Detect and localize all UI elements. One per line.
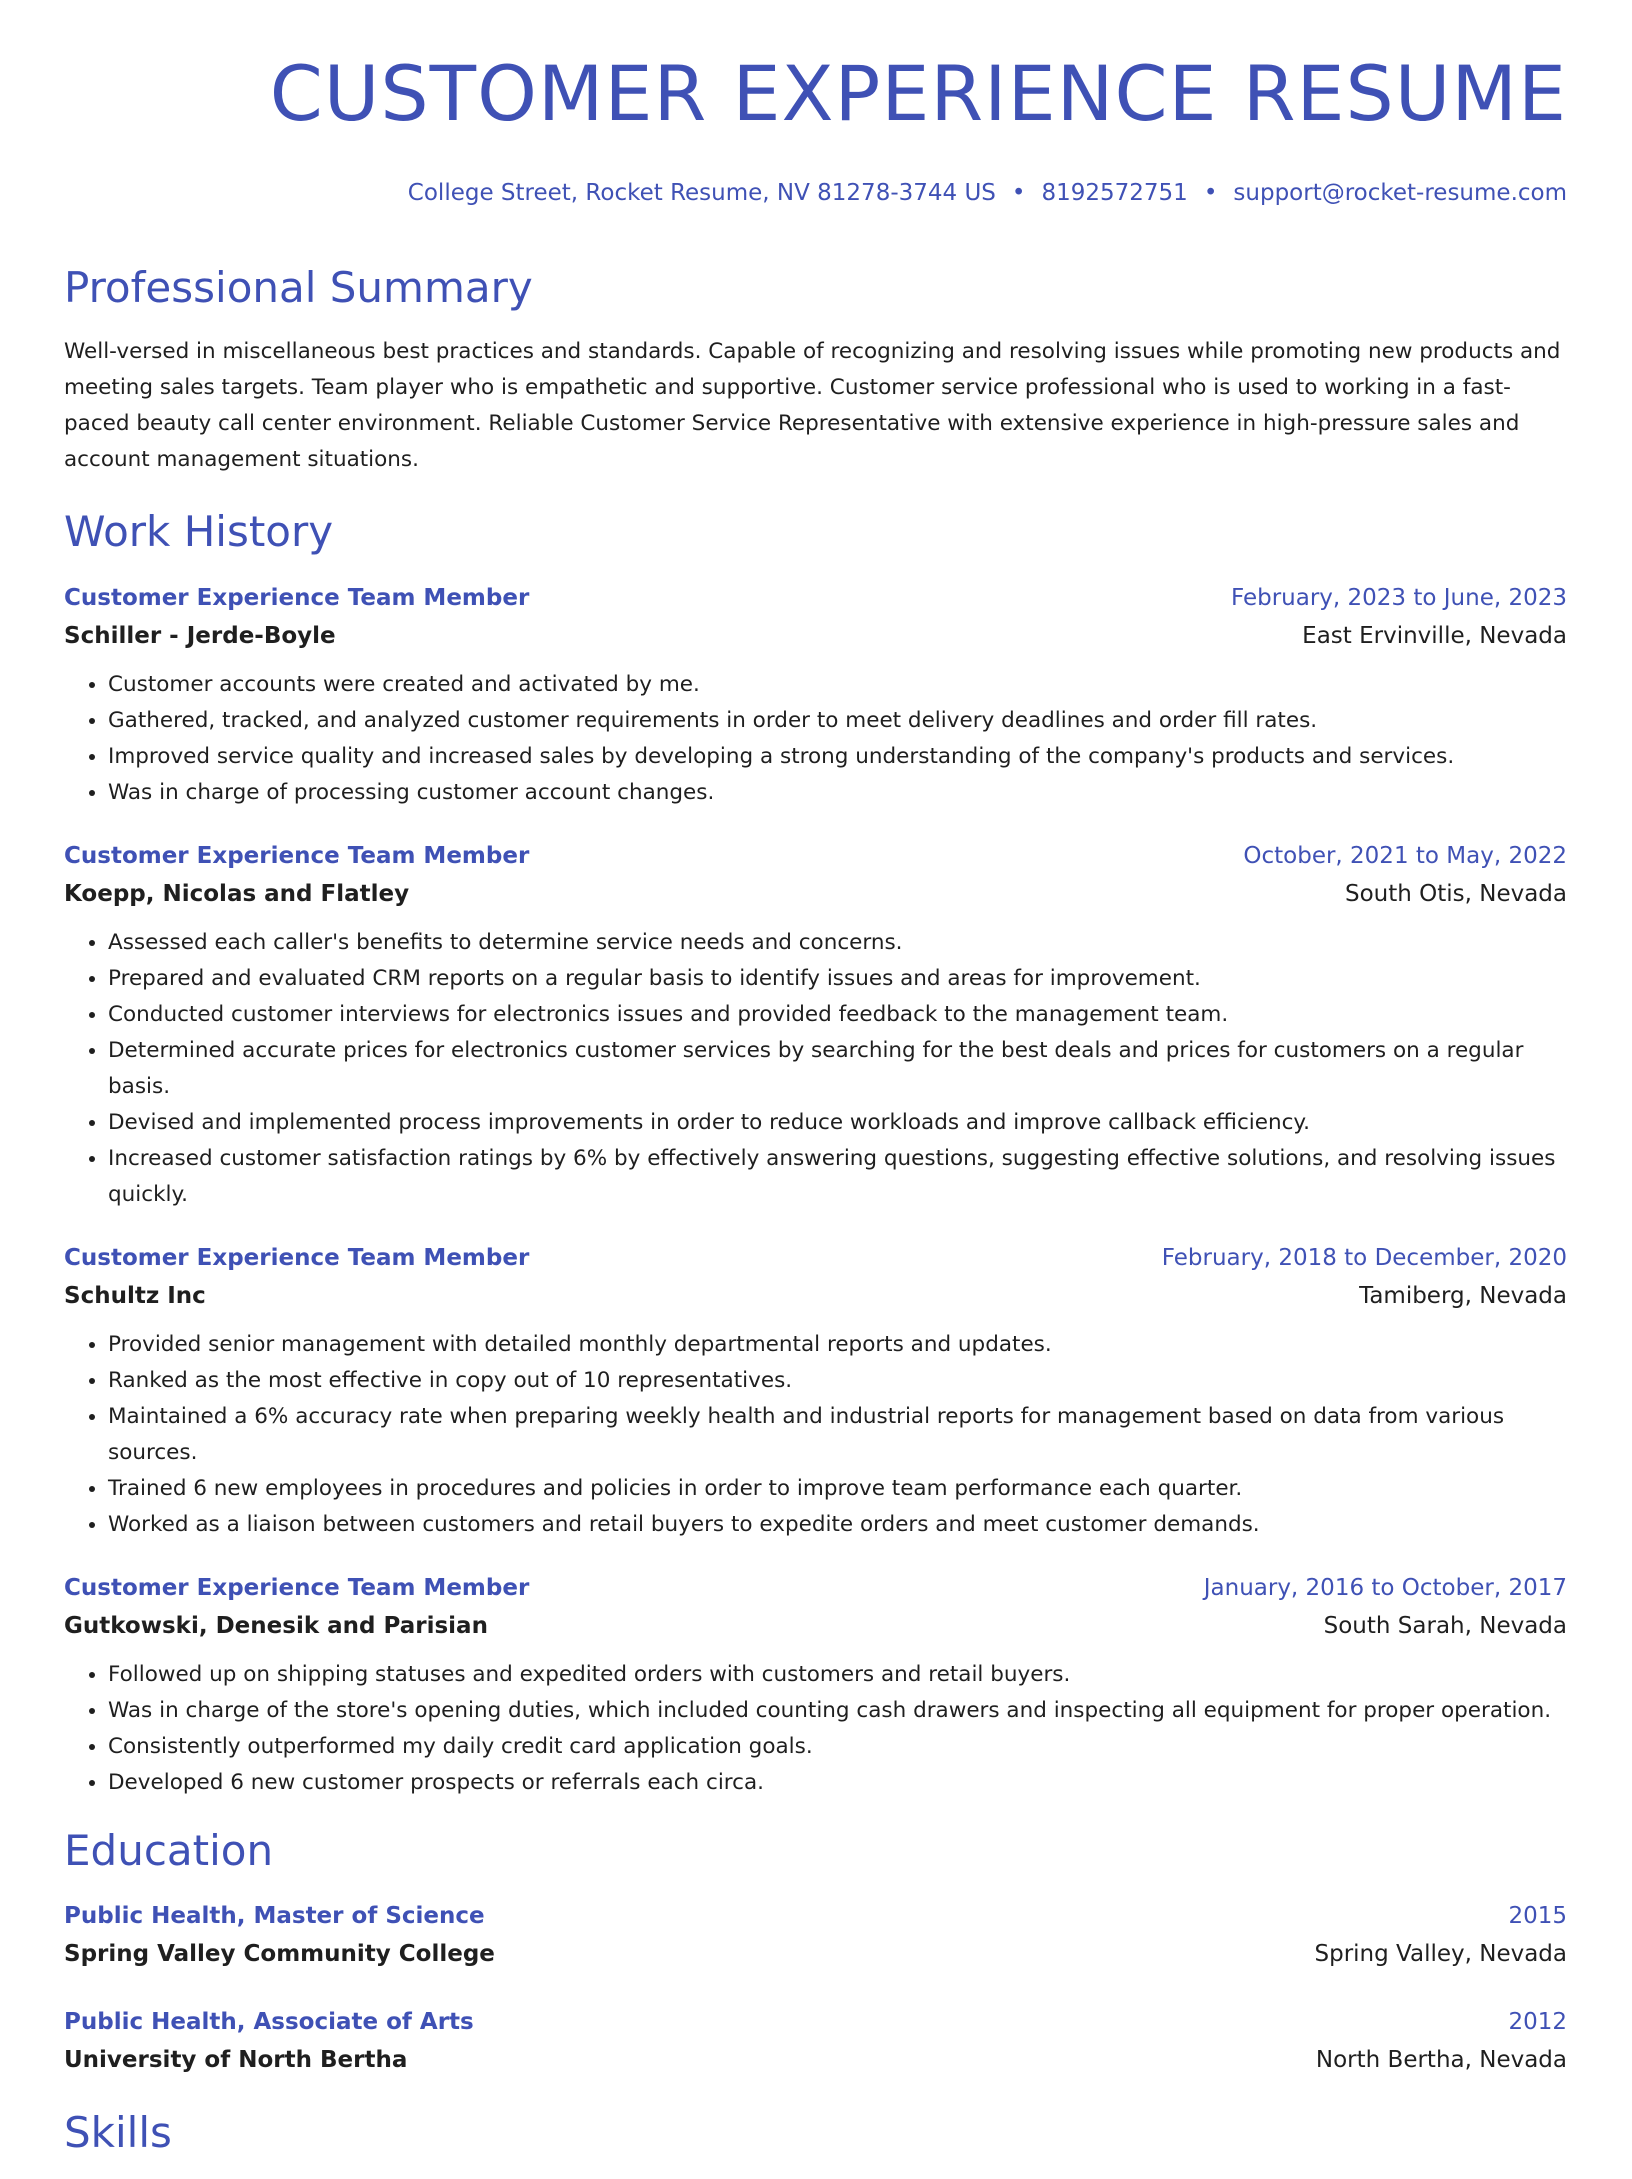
job-entry [64,579,1567,811]
job-title: Customer Experience Team Member [64,584,530,611]
contact-separator: • [1011,180,1026,206]
job-title: Customer Experience Team Member [64,1244,530,1271]
job-dates: January, 2016 to October, 2017 [1203,1574,1567,1601]
job-header [64,579,1567,617]
job-bullet: • Improved service quality and increased sales by developing a strong understanding of the company's products and services. [108,739,1567,775]
job-bullet: • Conducted customer interviews for electronics issues and provided feedback to the management team. [108,997,1567,1033]
contact-phone[interactable]: 8192572751 [1041,180,1188,206]
section-heading-skills: Skills [64,2107,172,2157]
skills-section [64,2109,1567,2157]
job-bullet: • Was in charge of the store's opening duties, which included counting cash drawers and inspecting all equipment for proper operation. [108,1693,1567,1729]
job-subheader [64,875,1567,913]
job-location: East Ervinville, Nevada [1302,622,1567,649]
job-bullet: • Ranked as the most effective in copy out of 10 representatives. [108,1363,1567,1399]
job-bullet: • Provided senior management with detailed monthly departmental reports and updates. [108,1327,1567,1363]
job-header [64,1569,1567,1607]
job-entry [64,837,1567,1213]
job-dates: October, 2021 to May, 2022 [1243,842,1567,869]
education-school: Spring Valley Community College [64,1940,495,1967]
education-subheader [64,1935,1567,1973]
job-header [64,837,1567,875]
education-school: University of North Bertha [64,2046,408,2073]
education-header [64,2003,1567,2041]
job-bullet: • Consistently outperformed my daily credit card application goals. [108,1729,1567,1765]
job-location: South Sarah, Nevada [1323,1612,1567,1639]
summary-section [64,264,1567,478]
education-section [64,1827,1567,2079]
resume-sections [64,264,1567,2179]
contact-address: College Street, Rocket Resume, NV 81278-3744 US [407,180,996,206]
job-bullets [64,667,1567,811]
education-location: North Bertha, Nevada [1315,2046,1567,2073]
work-history-section [64,508,1567,1800]
job-subheader [64,1277,1567,1315]
job-company: Schultz Inc [64,1282,206,1309]
contact-email[interactable]: support@rocket-resume.com [1233,180,1567,206]
job-company: Koepp, Nicolas and Flatley [64,880,410,907]
education-degree: Public Health, Master of Science [64,1902,485,1929]
job-bullet: • Prepared and evaluated CRM reports on a regular basis to identify issues and areas for improvement. [108,961,1567,997]
education-year: 2012 [1508,2008,1567,2035]
job-header [64,1239,1567,1277]
job-subheader [64,1607,1567,1645]
job-bullet: • Gathered, tracked, and analyzed customer requirements in order to meet delivery deadlines and order fill rates. [108,703,1567,739]
job-bullet: • Determined accurate prices for electronics customer services by searching for the best deals and prices for customers on a regular basis. [108,1033,1567,1105]
job-subheader [64,617,1567,655]
education-year: 2015 [1508,1902,1567,1929]
job-entry [64,1239,1567,1543]
job-entry [64,1569,1567,1801]
job-bullet: • Assessed each caller's benefits to determine service needs and concerns. [108,925,1567,961]
job-title: Customer Experience Team Member [64,1574,530,1601]
contact-separator: • [1203,180,1218,206]
job-company: Gutkowski, Denesik and Parisian [64,1612,488,1639]
job-dates: February, 2018 to December, 2020 [1161,1244,1567,1271]
job-bullets [64,1327,1567,1543]
job-dates: February, 2023 to June, 2023 [1230,584,1567,611]
education-subheader [64,2041,1567,2079]
education-entry [64,1897,1567,1973]
job-company: Schiller - Jerde-Boyle [64,622,336,649]
education-degree: Public Health, Associate of Arts [64,2008,474,2035]
contact-line [408,180,1567,206]
job-location: Tamiberg, Nevada [1359,1282,1567,1309]
job-bullets [64,1657,1567,1801]
section-heading-education: Education [64,1825,274,1875]
education-location: Spring Valley, Nevada [1314,1940,1567,1967]
section-heading-work: Work History [64,507,334,557]
job-bullet: • Maintained a 6% accuracy rate when preparing weekly health and industrial reports for management based on data from various sources. [108,1399,1567,1471]
education-header [64,1897,1567,1935]
section-heading-summary: Professional Summary [64,263,533,312]
job-bullets [64,925,1567,1213]
job-bullet: • Was in charge of processing customer account changes. [108,775,1567,811]
education-entry [64,2003,1567,2079]
job-bullet: • Developed 6 new customer prospects or referrals each circa. [108,1765,1567,1801]
job-bullet: • Increased customer satisfaction ratings by 6% by effectively answering questions, suggesting effective solutions, and resolving issues quickly. [108,1141,1567,1213]
job-bullet: • Devised and implemented process improvements in order to reduce workloads and improve callback efficiency. [108,1105,1567,1141]
resume-title: CUSTOMER EXPERIENCE RESUME [269,49,1567,138]
job-bullet: • Followed up on shipping statuses and expedited orders with customers and retail buyers. [108,1657,1567,1693]
job-bullet: • Customer accounts were created and activated by me. [108,667,1567,703]
job-title: Customer Experience Team Member [64,842,530,869]
job-location: South Otis, Nevada [1344,880,1567,907]
job-bullet: • Worked as a liaison between customers and retail buyers to expedite orders and meet customer demands. [108,1507,1567,1543]
job-bullet: • Trained 6 new employees in procedures and policies in order to improve team performance each quarter. [108,1471,1567,1507]
summary-text: Well-versed in miscellaneous best practices and standards. Capable of recognizing and resolving issues while promoting new products and meeting sales targets. Team player who is empathetic and supportive. Customer service professional who is used to working in a fast-paced beauty call center environment. Reliable Customer Service Representative with extensive experience in high-pressure sales and account management situations. [64,339,1561,473]
